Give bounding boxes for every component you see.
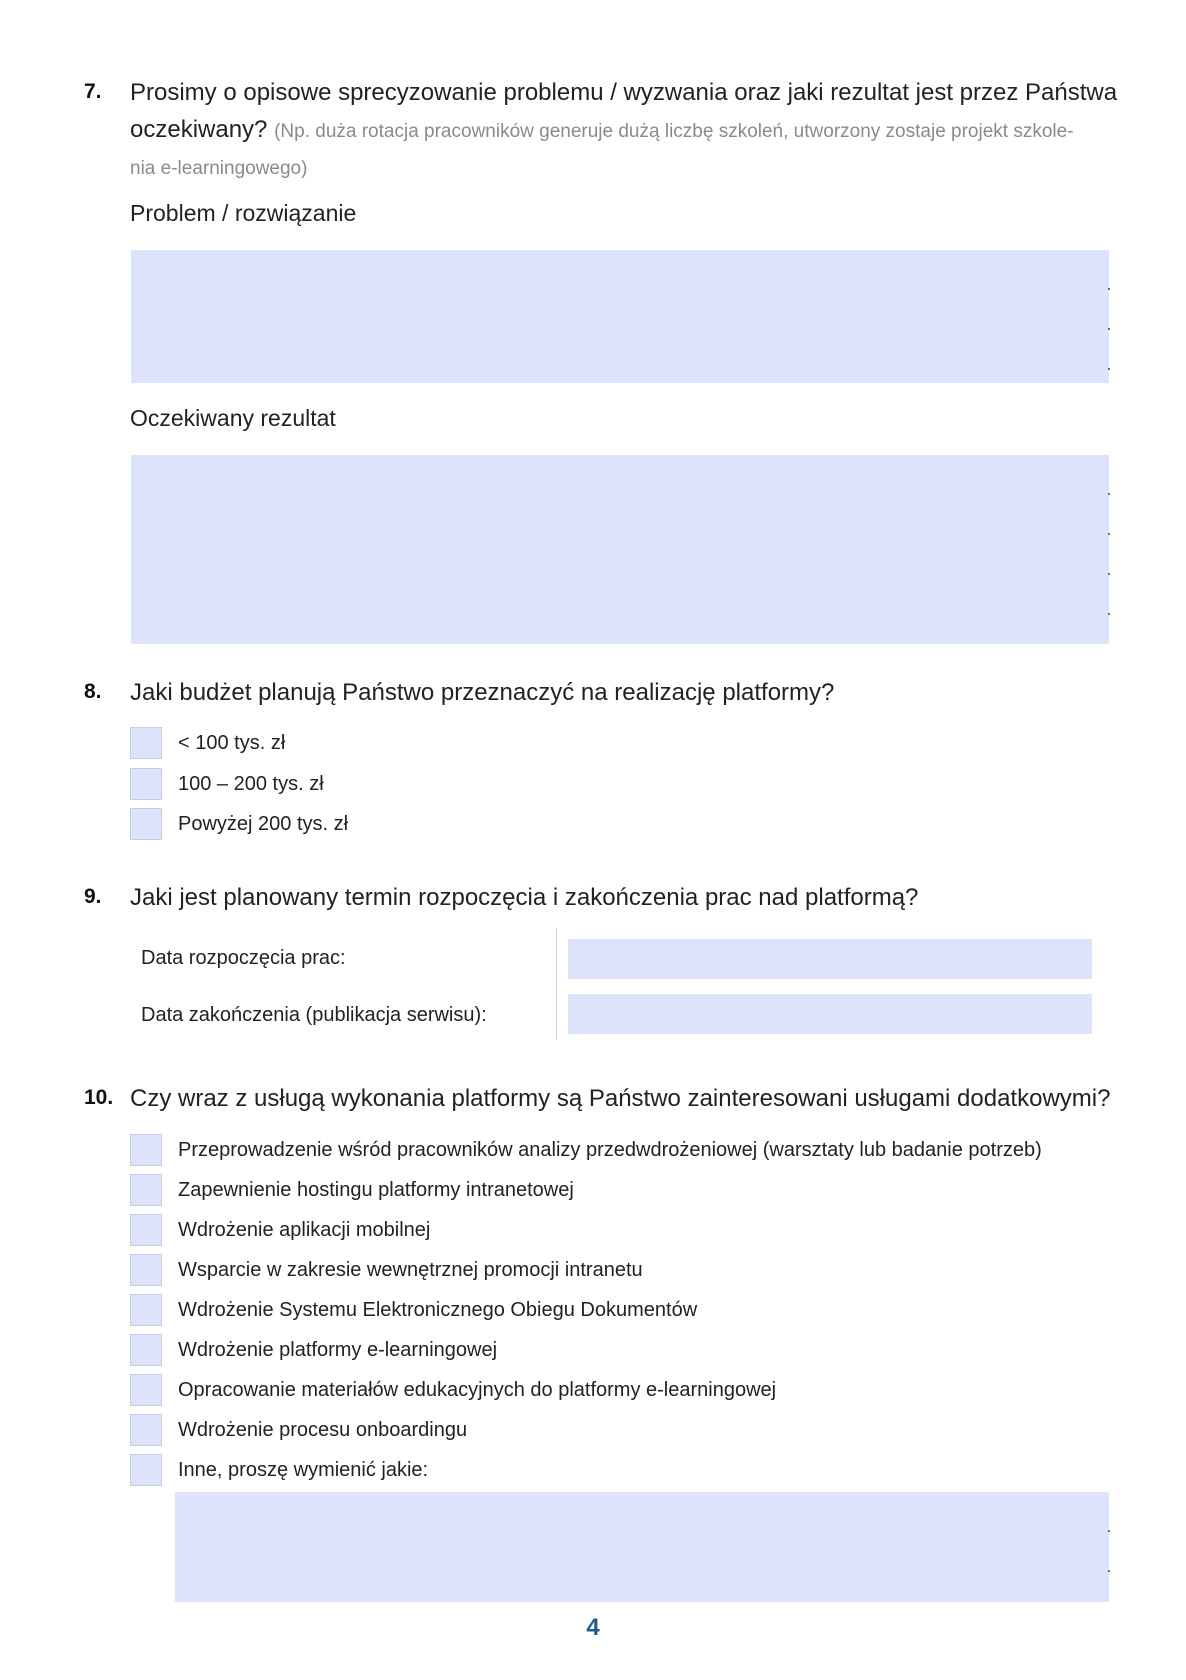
additional-service-option[interactable] <box>130 1373 776 1407</box>
field-scroll-dots <box>1108 455 1111 644</box>
question-9-number: 9. <box>84 885 102 908</box>
additional-service-option[interactable] <box>130 1213 430 1247</box>
field-scroll-dots <box>1108 250 1111 383</box>
checkbox-label: 100 – 200 tys. zł <box>178 772 324 795</box>
question-7-line-2 <box>130 111 1117 150</box>
question-7-line-2-text: oczekiwany? <box>130 116 268 143</box>
question-8-text: Jaki budżet planują Państwo przeznaczyć na realizację platformy? <box>130 679 835 706</box>
additional-service-option[interactable] <box>130 1253 643 1287</box>
checkbox[interactable] <box>130 1374 162 1406</box>
other-services-textarea[interactable] <box>175 1492 1109 1602</box>
problem-label: Problem / rozwiązanie <box>130 200 357 226</box>
checkbox[interactable] <box>130 727 162 759</box>
checkbox-label: Zapewnienie hostingu platformy intranetowej <box>178 1178 574 1201</box>
checkbox-label: Opracowanie materiałów edukacyjnych do platformy e-learningowej <box>178 1378 777 1401</box>
checkbox[interactable] <box>130 1414 162 1446</box>
additional-service-option[interactable] <box>130 1293 697 1327</box>
question-7-line-1: Prosimy o opisowe sprecyzowanie problemu / wyzwania oraz jaki rezultat jest przez Państwa <box>130 79 1118 106</box>
page-number: 4 <box>586 1614 600 1641</box>
result-textarea[interactable] <box>131 455 1109 644</box>
checkbox-label: Inne, proszę wymienić jakie: <box>178 1458 429 1481</box>
checkbox[interactable] <box>130 1294 162 1326</box>
checkbox[interactable] <box>130 1454 162 1486</box>
checkbox[interactable] <box>130 1174 162 1206</box>
checkbox-label: Wsparcie w zakresie wewnętrznej promocji intranetu <box>178 1258 643 1281</box>
checkbox-label: Powyżej 200 tys. zł <box>178 812 349 835</box>
column-divider <box>556 928 557 1040</box>
checkbox-label: Przeprowadzenie wśród pracowników analizy przedwdrożeniowej (warsztaty lub badanie potrzeb) <box>178 1138 1042 1161</box>
checkbox[interactable] <box>130 808 162 840</box>
checkbox-label: Wdrożenie aplikacji mobilnej <box>178 1218 431 1241</box>
end-date-input[interactable] <box>568 994 1092 1034</box>
additional-service-option[interactable] <box>130 1133 1042 1167</box>
additional-service-option[interactable] <box>130 1173 574 1207</box>
question-9-text: Jaki jest planowany termin rozpoczęcia i zakończenia prac nad platformą? <box>130 884 919 911</box>
budget-option[interactable] <box>130 807 348 841</box>
checkbox[interactable] <box>130 1134 162 1166</box>
checkbox-label: Wdrożenie Systemu Elektronicznego Obiegu Dokumentów <box>178 1298 698 1321</box>
question-7-hint-1: (Np. duża rotacja pracowników generuje dużą liczbę szkoleń, utworzony zostaje projekt szkole- <box>274 121 1074 142</box>
question-7-number: 7. <box>84 80 102 103</box>
field-scroll-dots <box>1108 1492 1111 1602</box>
question-8-number: 8. <box>84 680 102 703</box>
checkbox[interactable] <box>130 1334 162 1366</box>
budget-option[interactable] <box>130 767 324 801</box>
question-10-text: Czy wraz z usługą wykonania platformy są Państwo zainteresowani usługami dodatkowymi? <box>130 1085 1111 1112</box>
checkbox[interactable] <box>130 1254 162 1286</box>
question-7-text <box>130 74 1117 187</box>
end-date-label: Data zakończenia (publikacja serwisu): <box>141 1004 487 1026</box>
result-label: Oczekiwany rezultat <box>130 405 336 431</box>
additional-service-option[interactable] <box>130 1333 497 1367</box>
budget-option[interactable] <box>130 726 285 760</box>
checkbox[interactable] <box>130 1214 162 1246</box>
additional-service-option[interactable] <box>130 1413 467 1447</box>
checkbox-label: Wdrożenie platformy e-learningowej <box>178 1338 498 1361</box>
checkbox-label: < 100 tys. zł <box>178 731 286 754</box>
question-7-hint-2: nia e-learningowego) <box>130 158 308 179</box>
start-date-label: Data rozpoczęcia prac: <box>141 947 346 969</box>
additional-service-option[interactable] <box>130 1453 428 1487</box>
checkbox[interactable] <box>130 768 162 800</box>
problem-textarea[interactable] <box>131 250 1109 383</box>
checkbox-label: Wdrożenie procesu onboardingu <box>178 1418 468 1441</box>
start-date-input[interactable] <box>568 939 1092 979</box>
question-10-number: 10. <box>84 1086 114 1109</box>
